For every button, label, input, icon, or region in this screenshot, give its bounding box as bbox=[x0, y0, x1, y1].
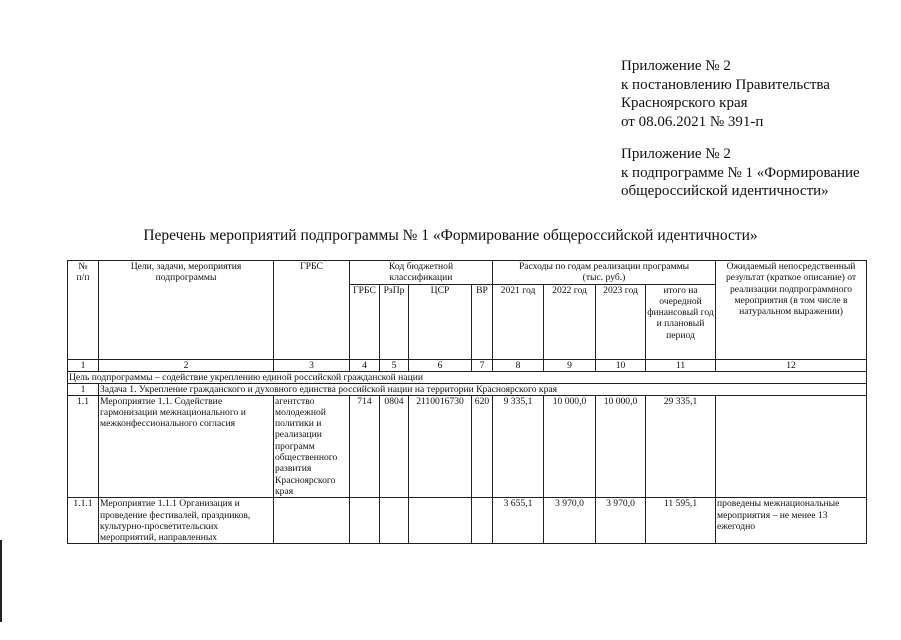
row-2023: 10 000,0 bbox=[596, 395, 646, 498]
page-edge-line bbox=[0, 540, 2, 622]
goal-row bbox=[68, 371, 867, 383]
task-text: Задача 1. Укрепление гражданского и духовного единства российской нации на территории Красноярского края bbox=[99, 383, 867, 395]
column-number-row bbox=[68, 359, 867, 371]
subheader-grbs: ГРБС bbox=[350, 284, 380, 359]
row-num: 1.1.1 bbox=[68, 498, 99, 544]
row-csr: 2110016730 bbox=[409, 395, 472, 498]
row-2021: 9 335,1 bbox=[493, 395, 544, 498]
column-number: 4 bbox=[350, 359, 380, 371]
row-vr: 620 bbox=[472, 395, 493, 498]
document-title: Перечень мероприятий подпрограммы № 1 «Формирование общероссийской идентичности» bbox=[143, 227, 758, 244]
row-rzpr: 0804 bbox=[380, 395, 409, 498]
header-expenses: Расходы по годам реализации программы (тыс. руб.) bbox=[493, 261, 716, 285]
header-goals: Цели, задачи, мероприятия подпрограммы bbox=[99, 261, 274, 360]
row-result: проведены межнациональные мероприятия – не менее 13 ежегодно bbox=[716, 498, 867, 544]
row-2022: 10 000,0 bbox=[544, 395, 596, 498]
header-line: к подпрограмме № 1 «Формирование bbox=[621, 164, 860, 181]
row-rzpr bbox=[380, 498, 409, 544]
row-num: 1.1 bbox=[68, 395, 99, 498]
column-number: 2 bbox=[99, 359, 274, 371]
subheader-rzpr: РзПр bbox=[380, 284, 409, 359]
column-number: 9 bbox=[544, 359, 596, 371]
column-number: 3 bbox=[274, 359, 350, 371]
header-line: Красноярского края bbox=[621, 95, 748, 111]
header-line: к постановлению Правительства bbox=[621, 76, 830, 93]
column-number: 1 bbox=[68, 359, 99, 371]
column-number: 12 bbox=[716, 359, 867, 371]
row-vr bbox=[472, 498, 493, 544]
measures-table bbox=[67, 260, 867, 544]
column-number: 5 bbox=[380, 359, 409, 371]
row-result bbox=[716, 395, 867, 498]
header-line: от 08.06.2021 № 391-п bbox=[621, 113, 764, 130]
column-number: 8 bbox=[493, 359, 544, 371]
task-row bbox=[68, 383, 867, 395]
row-2023: 3 970,0 bbox=[596, 498, 646, 544]
row-grbs bbox=[350, 498, 380, 544]
table-row bbox=[68, 395, 867, 498]
appendix-header-resolution bbox=[621, 57, 830, 131]
row-measure-name: Мероприятие 1.1.1 Организация и проведение фестивалей, праздников, культурно-просветительских мероприятий, направленных bbox=[99, 498, 274, 544]
appendix-header-subprogram bbox=[621, 145, 860, 201]
row-total: 29 335,1 bbox=[646, 395, 716, 498]
subheader-total: итого на очередной финансовый год и плановый период bbox=[646, 284, 716, 359]
table-row bbox=[68, 498, 867, 544]
header-line: Приложение № 2 bbox=[621, 146, 731, 162]
goal-text: Цель подпрограммы – содействие укреплению единой российской гражданской нации bbox=[68, 371, 867, 383]
subheader-2022: 2022 год bbox=[544, 284, 596, 359]
row-grbs-name: агентство молодежной политики и реализации программ общественного развития Красноярского края bbox=[274, 395, 350, 498]
header-line: общероссийской идентичности» bbox=[621, 183, 829, 199]
subheader-2023: 2023 год bbox=[596, 284, 646, 359]
header-row bbox=[68, 261, 867, 285]
column-number: 11 bbox=[646, 359, 716, 371]
row-total: 11 595,1 bbox=[646, 498, 716, 544]
task-num: 1 bbox=[68, 383, 99, 395]
row-grbs-name bbox=[274, 498, 350, 544]
subheader-csr: ЦСР bbox=[409, 284, 472, 359]
header-grbs: ГРБС bbox=[274, 261, 350, 360]
row-2021: 3 655,1 bbox=[493, 498, 544, 544]
subheader-vr: ВР bbox=[472, 284, 493, 359]
header-budget-code: Код бюджетной классификации bbox=[350, 261, 493, 285]
column-number: 7 bbox=[472, 359, 493, 371]
row-measure-name: Мероприятие 1.1. Содействие гармонизации межнационального и межконфессионального согласия bbox=[99, 395, 274, 498]
row-csr bbox=[409, 498, 472, 544]
column-number: 10 bbox=[596, 359, 646, 371]
subheader-2021: 2021 год bbox=[493, 284, 544, 359]
row-2022: 3 970,0 bbox=[544, 498, 596, 544]
header-line: Приложение № 2 bbox=[621, 58, 731, 74]
column-number: 6 bbox=[409, 359, 472, 371]
header-result: Ожидаемый непосредственный результат (краткое описание) от реализации подпрограммного мероприятия (в том числе в натуральном выражении) bbox=[716, 261, 867, 360]
header-num: № п/п bbox=[68, 261, 99, 360]
row-grbs: 714 bbox=[350, 395, 380, 498]
